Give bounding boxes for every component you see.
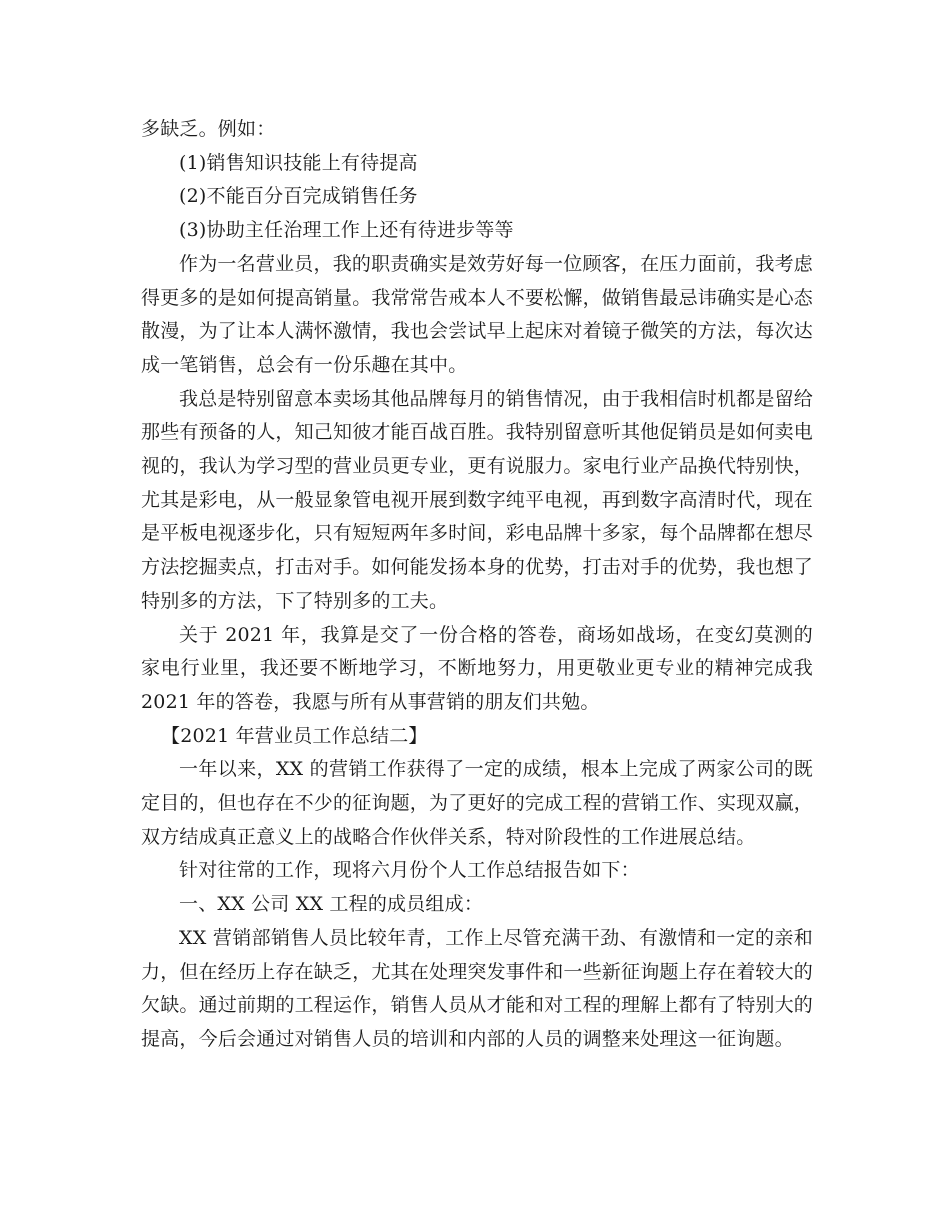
paragraph-continuation: 多缺乏。例如： <box>141 118 276 140</box>
list-item-1: (1)销售知识技能上有待提高 <box>179 151 418 174</box>
list-item-3: (3)协助主任治理工作上还有待进步等等 <box>179 219 514 242</box>
section-heading: 【2021 年营业员工作总结二】 <box>161 724 428 747</box>
paragraph-year-summary: 关于 2021 年，我算是交了一份合格的答卷，商场如战场，在变幻莫测的家电行业里，我还要不断地学习，不断地努力，用更敬业更专业的精神完成我 2021 年的答卷，我愿与所有从事营销的朋友们共勉。 <box>141 623 813 713</box>
subsection-heading: 一、XX 公司 XX 工程的成员组成： <box>179 893 484 916</box>
paragraph-marketing-results: 一年以来，XX 的营销工作获得了一定的成绩，根本上完成了两家公司的既定目的，但也存在不少的征询题，为了更好的完成工程的营销工作、实现双赢，双方结成真正意义上的战略合作伙伴关系，特对阶段性的工作进展总结。 <box>141 758 814 848</box>
paragraph-report-intro: 针对往常的工作，现将六月份个人工作总结报告如下： <box>179 859 640 882</box>
list-item-2: (2)不能百分百完成销售任务 <box>179 185 418 208</box>
paragraph-duties: 作为一名营业员，我的职责确实是效劳好每一位顾客，在压力面前，我考虑得更多的是如何提高销量。我常常告戒本人不要松懈，做销售最忌讳确实是心态散漫，为了让本人满怀激情，我也会尝试早上起床对着镜子微笑的方法，每次达成一笔销售，总会有一份乐趣在其中。 <box>141 252 814 376</box>
document-body <box>141 113 813 1057</box>
paragraph-team-composition: XX 营销部销售人员比较年青，工作上尽管充满干劲、有激情和一定的亲和力，但在经历上存在缺乏，尤其在处理突发事件和一些新征询题上存在着较大的欠缺。通过前期的工程运作，销售人员从才能和对工程的理解上都有了特别大的提高，今后会通过对销售人员的培训和内部的人员的调整来处理这一征询题。 <box>141 926 814 1050</box>
paragraph-market-observation: 我总是特别留意本卖场其他品牌每月的销售情况，由于我相信时机都是留给那些有预备的人，知己知彼才能百战百胜。我特别留意听其他促销员是如何卖电视的，我认为学习型的营业员更专业，更有说服力。家电行业产品换代特别快，尤其是彩电，从一般显象管电视开展到数字纯平电视，再到数字高清时代，现在是平板电视逐步化，只有短短两年多时间，彩电品牌十多家，每个品牌都在想尽方法挖掘卖点，打击对手。如何能发扬本身的优势，打击对手的优势，我也想了特别多的方法，下了特别多的工夫。 <box>141 387 814 612</box>
